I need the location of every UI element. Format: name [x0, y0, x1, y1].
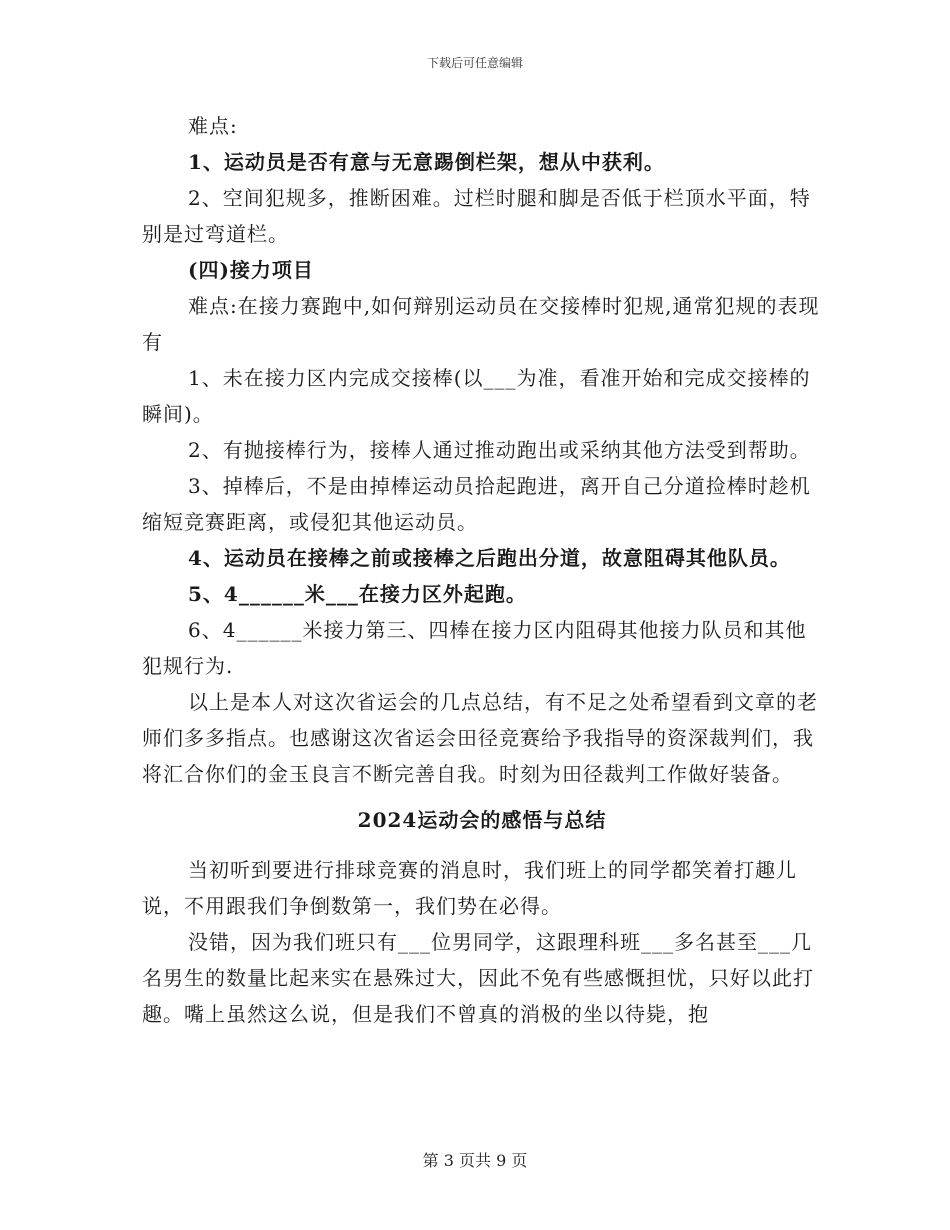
page-footer: 第 3 页共 9 页	[422, 1151, 528, 1170]
paragraph-relay-item-1: 1、未在接力区内完成交接棒(以___为准，看准开始和完成交接棒的瞬间)。	[142, 366, 811, 426]
paragraph-section-1: 当初听到要进行排球竞赛的消息时，我们班上的同学都笑着打趣儿说，不用跟我们争倒数第一，我们势在必得。	[142, 858, 797, 918]
paragraph-relay-difficulty: 难点:在接力赛跑中,如何辩别运动员在交接棒时犯规,通常犯规的表现有	[142, 294, 820, 354]
paragraph-relay-item-4: 4、运动员在接棒之前或接棒之后跑出分道，故意阻碍其他队员。	[188, 546, 791, 570]
paragraph-relay-item-6: 6、4______米接力第三、四棒在接力区内阻碍其他接力队员和其他犯规行为.	[142, 618, 807, 678]
paragraph-relay-item-5: 5、4______米___在接力区外起跑。	[188, 582, 527, 606]
paragraph-section-2: 没错，因为我们班只有___位男同学，这跟理科班___多名甚至___几名男生的数量比起来实在悬殊过大，因此不免有些感慨担忧，只好以此打趣。嘴上虽然这么说，但是我们不曾真的消极的坐以待毙，抱	[142, 930, 814, 1026]
paragraph-hurdle-item-1: 1、运动员是否有意与无意踢倒栏架，想从中获利。	[188, 150, 665, 174]
paragraph-relay-item-3: 3、掉棒后，不是由掉棒运动员拾起跑进，离开自己分道捡棒时趁机缩短竞赛距离，或侵犯其他运动员。	[142, 474, 811, 534]
document-body	[142, 108, 822, 1032]
paragraph-hurdle-item-2: 2、空间犯规多，推断困难。过栏时腿和脚是否低于栏顶水平面，特别是过弯道栏。	[142, 186, 811, 246]
subsection-heading-relay: (四)接力项目	[188, 258, 314, 282]
paragraph-summary: 以上是本人对这次省运会的几点总结，有不足之处希望看到文章的老师们多多指点。也感谢这次省运会田径竞赛给予我指导的资深裁判们，我将汇合你们的金玉良言不断完善自我。时刻为田径裁判工作做好装备。	[142, 690, 818, 786]
paragraph-difficulty-label: 难点:	[188, 114, 238, 138]
paragraph-relay-item-2: 2、有抛接棒行为，接棒人通过推动跑出或采纳其他方法受到帮助。	[188, 438, 811, 462]
section-title: 2024运动会的感悟与总结	[357, 808, 607, 832]
page-header-note: 下载后可任意编辑	[426, 56, 523, 70]
